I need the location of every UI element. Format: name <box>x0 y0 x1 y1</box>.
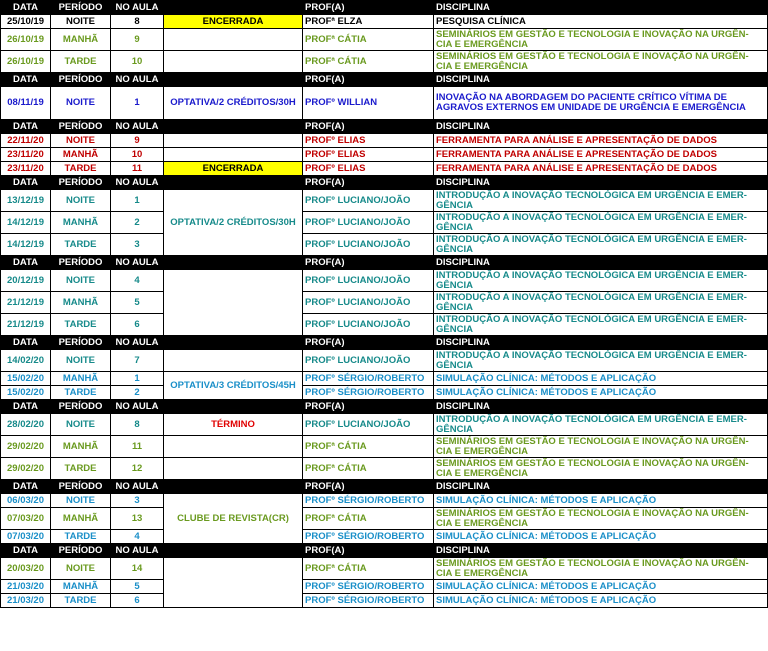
table-row <box>1 580 768 594</box>
header-periodo: PERÍODO <box>51 120 111 134</box>
table-row <box>1 148 768 162</box>
table-row <box>1 530 768 544</box>
table-row <box>1 508 768 530</box>
prof-cell: PROFº LUCIANO/JOÃO <box>303 234 434 256</box>
aula-cell: 10 <box>111 148 164 162</box>
prof-cell: PROFª CÁTIA <box>303 508 434 530</box>
aula-cell: 13 <box>111 508 164 530</box>
header-no-aula: NO AULA <box>111 544 164 558</box>
aula-cell: 4 <box>111 530 164 544</box>
discipline-cell: INOVAÇÃO NA ABORDAGEM DO PACIENTE CRÍTICO VÍTIMA DE AGRAVOS EXTERNOS EM UNIDADE DE URGÊNCIA E EMERGÊNCIA <box>434 87 768 120</box>
period-cell: TARDE <box>51 530 111 544</box>
header-prof: PROF(A) <box>303 400 434 414</box>
prof-cell: PROFº LUCIANO/JOÃO <box>303 314 434 336</box>
discipline-cell: SIMULAÇÃO CLÍNICA: MÉTODOS E APLICAÇÃO <box>434 530 768 544</box>
header-disciplina: DISCIPLINA <box>434 120 768 134</box>
aula-cell: 1 <box>111 190 164 212</box>
discipline-cell: SEMINÁRIOS EM GESTÃO E TECNOLOGIA E INOVAÇÃO NA URGÊN- CIA E EMERGÊNCIA <box>434 508 768 530</box>
prof-cell: PROFº SÉRGIO/ROBERTO <box>303 580 434 594</box>
date-cell: 21/03/20 <box>1 580 51 594</box>
note-cell <box>164 148 303 162</box>
period-cell: MANHÃ <box>51 212 111 234</box>
header-data: DATA <box>1 336 51 350</box>
discipline-cell: PESQUISA CLÍNICA <box>434 15 768 29</box>
prof-cell: PROFº LUCIANO/JOÃO <box>303 212 434 234</box>
date-cell: 29/02/20 <box>1 458 51 480</box>
header-prof: PROF(A) <box>303 73 434 87</box>
prof-cell: PROFº LUCIANO/JOÃO <box>303 414 434 436</box>
header-periodo: PERÍODO <box>51 544 111 558</box>
header-periodo: PERÍODO <box>51 1 111 15</box>
aula-cell: 4 <box>111 270 164 292</box>
period-cell: MANHÃ <box>51 580 111 594</box>
header-periodo: PERÍODO <box>51 176 111 190</box>
discipline-cell: SEMINÁRIOS EM GESTÃO E TECNOLOGIA E INOVAÇÃO NA URGÊN- CIA E EMERGÊNCIA <box>434 29 768 51</box>
discipline-cell: FERRAMENTA PARA ANÁLISE E APRESENTAÇÃO DE DADOS <box>434 134 768 148</box>
header-row <box>1 544 768 558</box>
header-prof: PROF(A) <box>303 120 434 134</box>
discipline-cell: SIMULAÇÃO CLÍNICA: MÉTODOS E APLICAÇÃO <box>434 580 768 594</box>
header-periodo: PERÍODO <box>51 73 111 87</box>
header-data: DATA <box>1 256 51 270</box>
header-note <box>164 1 303 15</box>
date-cell: 15/02/20 <box>1 372 51 386</box>
header-row <box>1 73 768 87</box>
date-cell: 14/12/19 <box>1 234 51 256</box>
discipline-cell: SEMINÁRIOS EM GESTÃO E TECNOLOGIA E INOVAÇÃO NA URGÊN- CIA E EMERGÊNCIA <box>434 558 768 580</box>
discipline-cell: FERRAMENTA PARA ANÁLISE E APRESENTAÇÃO DE DADOS <box>434 162 768 176</box>
header-data: DATA <box>1 400 51 414</box>
date-cell: 07/03/20 <box>1 530 51 544</box>
period-cell: NOITE <box>51 134 111 148</box>
prof-cell: PROFº LUCIANO/JOÃO <box>303 190 434 212</box>
header-disciplina: DISCIPLINA <box>434 480 768 494</box>
table-row <box>1 458 768 480</box>
table-row <box>1 234 768 256</box>
date-cell: 20/12/19 <box>1 270 51 292</box>
header-data: DATA <box>1 73 51 87</box>
aula-cell: 9 <box>111 134 164 148</box>
table-row <box>1 134 768 148</box>
discipline-cell: INTRODUÇÃO A INOVAÇÃO TECNOLÓGICA EM URGÊNCIA E EMER- GÊNCIA <box>434 190 768 212</box>
date-cell: 06/03/20 <box>1 494 51 508</box>
date-cell: 08/11/19 <box>1 87 51 120</box>
header-note <box>164 544 303 558</box>
aula-cell: 8 <box>111 414 164 436</box>
date-cell: 29/02/20 <box>1 436 51 458</box>
header-disciplina: DISCIPLINA <box>434 1 768 15</box>
note-cell: OPTATIVA/3 CRÉDITOS/45H <box>164 372 303 400</box>
period-cell: NOITE <box>51 270 111 292</box>
header-periodo: PERÍODO <box>51 256 111 270</box>
discipline-cell: INTRODUÇÃO A INOVAÇÃO TECNOLÓGICA EM URGÊNCIA E EMER- GÊNCIA <box>434 350 768 372</box>
date-cell: 28/02/20 <box>1 414 51 436</box>
period-cell: TARDE <box>51 162 111 176</box>
note-cell: CLUBE DE REVISTA(CR) <box>164 494 303 544</box>
period-cell: TARDE <box>51 314 111 336</box>
header-periodo: PERÍODO <box>51 480 111 494</box>
aula-cell: 11 <box>111 162 164 176</box>
date-cell: 15/02/20 <box>1 386 51 400</box>
header-disciplina: DISCIPLINA <box>434 336 768 350</box>
period-cell: NOITE <box>51 87 111 120</box>
header-prof: PROF(A) <box>303 1 434 15</box>
discipline-cell: SIMULAÇÃO CLÍNICA: MÉTODOS E APLICAÇÃO <box>434 494 768 508</box>
period-cell: TARDE <box>51 51 111 73</box>
discipline-cell: INTRODUÇÃO A INOVAÇÃO TECNOLÓGICA EM URGÊNCIA E EMER- GÊNCIA <box>434 212 768 234</box>
table-row <box>1 212 768 234</box>
table-row <box>1 292 768 314</box>
aula-cell: 5 <box>111 580 164 594</box>
prof-cell: PROFª CÁTIA <box>303 29 434 51</box>
period-cell: NOITE <box>51 350 111 372</box>
table-row <box>1 436 768 458</box>
note-cell <box>164 436 303 458</box>
header-row <box>1 400 768 414</box>
period-cell: TARDE <box>51 458 111 480</box>
prof-cell: PROFº ELIAS <box>303 162 434 176</box>
discipline-cell: SIMULAÇÃO CLÍNICA: MÉTODOS E APLICAÇÃO <box>434 386 768 400</box>
discipline-cell: INTRODUÇÃO A INOVAÇÃO TECNOLÓGICA EM URGÊNCIA E EMER- GÊNCIA <box>434 414 768 436</box>
aula-cell: 1 <box>111 372 164 386</box>
header-disciplina: DISCIPLINA <box>434 256 768 270</box>
prof-cell: PROFº LUCIANO/JOÃO <box>303 270 434 292</box>
header-row <box>1 480 768 494</box>
date-cell: 23/11/20 <box>1 148 51 162</box>
date-cell: 13/12/19 <box>1 190 51 212</box>
header-data: DATA <box>1 176 51 190</box>
header-no-aula: NO AULA <box>111 176 164 190</box>
period-cell: TARDE <box>51 386 111 400</box>
table-row <box>1 350 768 372</box>
header-periodo: PERÍODO <box>51 336 111 350</box>
discipline-cell: FERRAMENTA PARA ANÁLISE E APRESENTAÇÃO DE DADOS <box>434 148 768 162</box>
header-data: DATA <box>1 120 51 134</box>
note-cell <box>164 270 303 336</box>
discipline-cell: SEMINÁRIOS EM GESTÃO E TECNOLOGIA E INOVAÇÃO NA URGÊN- CIA E EMERGÊNCIA <box>434 51 768 73</box>
note-cell <box>164 458 303 480</box>
header-row <box>1 256 768 270</box>
note-cell <box>164 51 303 73</box>
header-note <box>164 400 303 414</box>
aula-cell: 5 <box>111 292 164 314</box>
header-prof: PROF(A) <box>303 336 434 350</box>
header-no-aula: NO AULA <box>111 120 164 134</box>
prof-cell: PROFº LUCIANO/JOÃO <box>303 292 434 314</box>
table-row <box>1 372 768 386</box>
header-note <box>164 256 303 270</box>
header-no-aula: NO AULA <box>111 73 164 87</box>
discipline-cell: INTRODUÇÃO A INOVAÇÃO TECNOLÓGICA EM URGÊNCIA E EMER- GÊNCIA <box>434 234 768 256</box>
header-row <box>1 1 768 15</box>
table-row <box>1 29 768 51</box>
header-note <box>164 336 303 350</box>
header-no-aula: NO AULA <box>111 256 164 270</box>
aula-cell: 14 <box>111 558 164 580</box>
prof-cell: PROFº ELIAS <box>303 134 434 148</box>
aula-cell: 3 <box>111 494 164 508</box>
period-cell: TARDE <box>51 594 111 608</box>
aula-cell: 9 <box>111 29 164 51</box>
table-row <box>1 270 768 292</box>
header-prof: PROF(A) <box>303 176 434 190</box>
aula-cell: 11 <box>111 436 164 458</box>
aula-cell: 10 <box>111 51 164 73</box>
header-data: DATA <box>1 1 51 15</box>
prof-cell: PROFª CÁTIA <box>303 51 434 73</box>
date-cell: 21/03/20 <box>1 594 51 608</box>
table-row <box>1 51 768 73</box>
header-no-aula: NO AULA <box>111 400 164 414</box>
prof-cell: PROFº SÉRGIO/ROBERTO <box>303 494 434 508</box>
discipline-cell: SEMINÁRIOS EM GESTÃO E TECNOLOGIA E INOVAÇÃO NA URGÊN- CIA E EMERGÊNCIA <box>434 458 768 480</box>
table-row <box>1 386 768 400</box>
prof-cell: PROFº SÉRGIO/ROBERTO <box>303 594 434 608</box>
aula-cell: 8 <box>111 15 164 29</box>
date-cell: 20/03/20 <box>1 558 51 580</box>
header-data: DATA <box>1 544 51 558</box>
period-cell: NOITE <box>51 414 111 436</box>
header-no-aula: NO AULA <box>111 480 164 494</box>
aula-cell: 6 <box>111 314 164 336</box>
aula-cell: 1 <box>111 87 164 120</box>
date-cell: 14/02/20 <box>1 350 51 372</box>
period-cell: MANHÃ <box>51 292 111 314</box>
discipline-cell: INTRODUÇÃO A INOVAÇÃO TECNOLÓGICA EM URGÊNCIA E EMER- GÊNCIA <box>434 314 768 336</box>
date-cell: 21/12/19 <box>1 292 51 314</box>
date-cell: 14/12/19 <box>1 212 51 234</box>
header-disciplina: DISCIPLINA <box>434 400 768 414</box>
prof-cell: PROFª CÁTIA <box>303 458 434 480</box>
prof-cell: PROFª CÁTIA <box>303 436 434 458</box>
header-prof: PROF(A) <box>303 480 434 494</box>
note-cell <box>164 134 303 148</box>
aula-cell: 2 <box>111 386 164 400</box>
status-badge: TÉRMINO <box>164 414 303 436</box>
header-prof: PROF(A) <box>303 544 434 558</box>
header-disciplina: DISCIPLINA <box>434 544 768 558</box>
discipline-cell: INTRODUÇÃO A INOVAÇÃO TECNOLÓGICA EM URGÊNCIA E EMER- GÊNCIA <box>434 292 768 314</box>
prof-cell: PROFª ELZA <box>303 15 434 29</box>
prof-cell: PROFº WILLIAN <box>303 87 434 120</box>
prof-cell: PROFª CÁTIA <box>303 558 434 580</box>
aula-cell: 2 <box>111 212 164 234</box>
date-cell: 21/12/19 <box>1 314 51 336</box>
table-row <box>1 414 768 436</box>
period-cell: MANHÃ <box>51 29 111 51</box>
period-cell: NOITE <box>51 494 111 508</box>
table-row <box>1 494 768 508</box>
table-row <box>1 15 768 29</box>
aula-cell: 6 <box>111 594 164 608</box>
header-periodo: PERÍODO <box>51 400 111 414</box>
table-row <box>1 314 768 336</box>
aula-cell: 12 <box>111 458 164 480</box>
date-cell: 23/11/20 <box>1 162 51 176</box>
prof-cell: PROFº SÉRGIO/ROBERTO <box>303 386 434 400</box>
date-cell: 26/10/19 <box>1 51 51 73</box>
period-cell: TARDE <box>51 234 111 256</box>
discipline-cell: SIMULAÇÃO CLÍNICA: MÉTODOS E APLICAÇÃO <box>434 594 768 608</box>
header-disciplina: DISCIPLINA <box>434 73 768 87</box>
date-cell: 07/03/20 <box>1 508 51 530</box>
period-cell: NOITE <box>51 558 111 580</box>
table-row <box>1 190 768 212</box>
discipline-cell: INTRODUÇÃO A INOVAÇÃO TECNOLÓGICA EM URGÊNCIA E EMER- GÊNCIA <box>434 270 768 292</box>
aula-cell: 3 <box>111 234 164 256</box>
note-cell: OPTATIVA/2 CRÉDITOS/30H <box>164 190 303 256</box>
discipline-cell: SEMINÁRIOS EM GESTÃO E TECNOLOGIA E INOVAÇÃO NA URGÊN- CIA E EMERGÊNCIA <box>434 436 768 458</box>
header-row <box>1 176 768 190</box>
prof-cell: PROFº ELIAS <box>303 148 434 162</box>
table-row <box>1 87 768 120</box>
header-note <box>164 480 303 494</box>
note-cell: OPTATIVA/2 CRÉDITOS/30H <box>164 87 303 120</box>
period-cell: MANHÃ <box>51 436 111 458</box>
period-cell: MANHÃ <box>51 148 111 162</box>
note-cell <box>164 350 303 372</box>
aula-cell: 7 <box>111 350 164 372</box>
table-row <box>1 162 768 176</box>
header-note <box>164 176 303 190</box>
table-row <box>1 558 768 580</box>
header-no-aula: NO AULA <box>111 336 164 350</box>
header-prof: PROF(A) <box>303 256 434 270</box>
date-cell: 26/10/19 <box>1 29 51 51</box>
prof-cell: PROFº LUCIANO/JOÃO <box>303 350 434 372</box>
period-cell: MANHÃ <box>51 372 111 386</box>
date-cell: 22/11/20 <box>1 134 51 148</box>
header-note <box>164 120 303 134</box>
prof-cell: PROFº SÉRGIO/ROBERTO <box>303 530 434 544</box>
note-cell <box>164 29 303 51</box>
header-disciplina: DISCIPLINA <box>434 176 768 190</box>
period-cell: MANHÃ <box>51 508 111 530</box>
status-badge: ENCERRADA <box>164 15 303 29</box>
header-data: DATA <box>1 480 51 494</box>
period-cell: NOITE <box>51 15 111 29</box>
period-cell: NOITE <box>51 190 111 212</box>
status-badge: ENCERRADA <box>164 162 303 176</box>
header-no-aula: NO AULA <box>111 1 164 15</box>
note-cell <box>164 558 303 608</box>
prof-cell: PROFº SÉRGIO/ROBERTO <box>303 372 434 386</box>
header-row <box>1 120 768 134</box>
header-row <box>1 336 768 350</box>
header-note <box>164 73 303 87</box>
discipline-cell: SIMULAÇÃO CLÍNICA: MÉTODOS E APLICAÇÃO <box>434 372 768 386</box>
table-row <box>1 594 768 608</box>
date-cell: 25/10/19 <box>1 15 51 29</box>
